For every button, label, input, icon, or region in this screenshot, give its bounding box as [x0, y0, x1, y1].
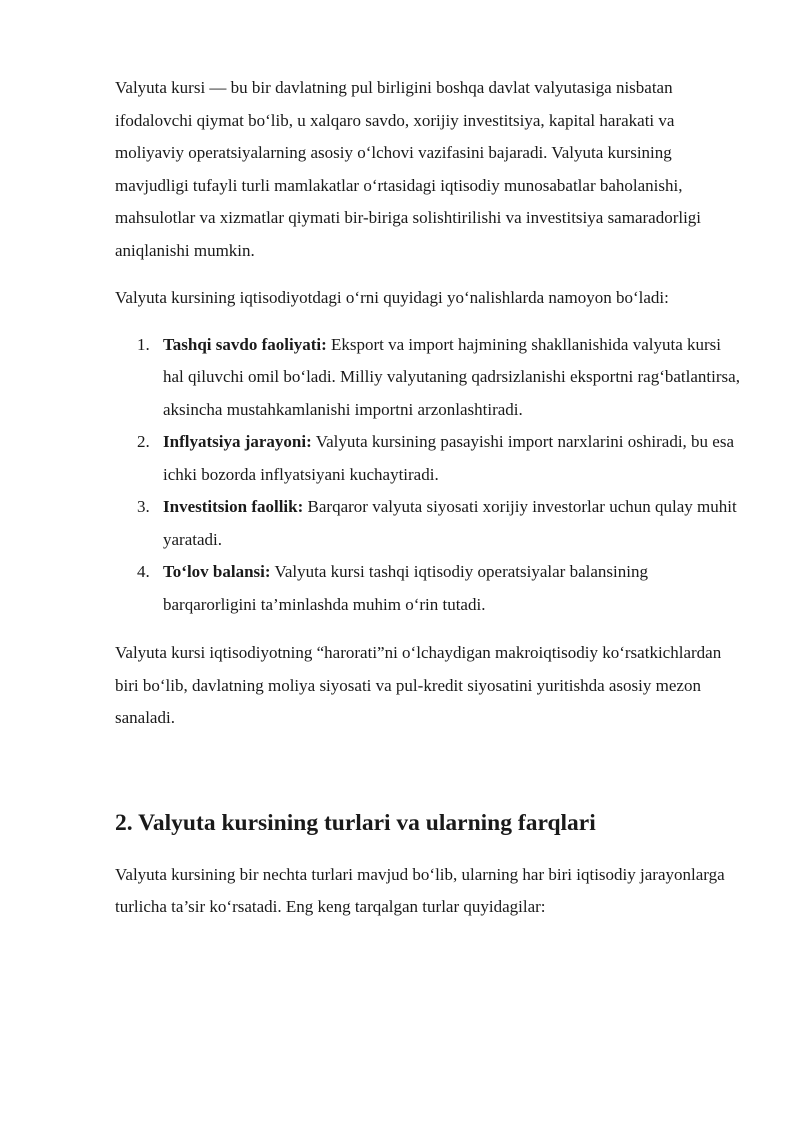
list-item-text: Valyuta kursi tashqi iqtisodiy operatsiyalar balansining barqarorligini ta’minlashda muhim o‘rin tutadi.	[163, 562, 648, 614]
list-item-text: Valyuta kursining pasayishi import narxlarini oshiradi, bu esa ichki bozorda inflyatsiyani kuchaytiradi.	[163, 432, 735, 484]
intro-paragraph: Valyuta kursi — bu bir davlatning pul birligini boshqa davlat valyutasiga nisbatan ifodalovchi qiymat bo‘lib, u xalqaro savdo, xorijiy investitsiya, kapital harakati va moliyaviy operatsiyalarning asosiy o‘lchovi vazifasini bajaradi. Valyuta kursining mavjudligi tufayli turli mamlakatlar o‘rtasidagi iqtisodiy munosabatlar baholanishi, mahsulotlar va xizmatlar qiymati bir-biriga solishtirilishi va investitsiya samaradorligi aniqlanishi mumkin.	[115, 78, 702, 260]
list-item-term: Inflyatsiya jarayoni:	[163, 432, 312, 451]
conclusion-paragraph: Valyuta kursi iqtisodiyotning “harorati”ni o‘lchaydigan makroiqtisodiy ko‘rsatkichlardan biri bo‘lib, davlatning moliya siyosati va pul-kredit siyosatini yuritishda asosiy mezon sanaladi.	[115, 643, 722, 727]
section-heading: 2. Valyuta kursining turlari va ularning farqlari	[115, 809, 596, 836]
section2-intro-paragraph: Valyuta kursining bir nechta turlari mavjud bo‘lib, ularning har biri iqtisodiy jarayonlarga turlicha ta’sir ko‘rsatadi. Eng keng tarqalgan turlar quyidagilar:	[115, 864, 725, 916]
list-item	[115, 426, 745, 491]
list-item-text: Barqaror valyuta siyosati xorijiy investorlar uchun qulay muhit yaratadi.	[163, 497, 737, 549]
list-item	[115, 556, 745, 621]
list-item	[115, 329, 745, 427]
role-intro-paragraph: Valyuta kursining iqtisodiyotdagi o‘rni quyidagi yo‘nalishlarda namoyon bo‘ladi:	[115, 288, 669, 307]
list-item	[115, 491, 745, 556]
document-page	[115, 72, 745, 924]
list-item-text: Eksport va import hajmining shakllanishida valyuta kursi hal qiluvchi omil bo‘ladi. Milliy valyutaning qadrsizlanishi eksportni rag‘batlantirsa, aksincha mustahkamlanishi importni arzonlashtiradi.	[163, 334, 740, 419]
list-item-term: Investitsion faollik:	[163, 497, 304, 516]
list-item-number: 2.	[137, 432, 150, 451]
list-item-number: 4.	[137, 562, 150, 581]
list-item-term: To‘lov balansi:	[163, 562, 271, 581]
role-list	[115, 329, 745, 622]
list-item-number: 1.	[137, 334, 150, 354]
list-item-term: Tashqi savdo faoliyati:	[163, 334, 327, 354]
list-item-number: 3.	[137, 497, 150, 516]
